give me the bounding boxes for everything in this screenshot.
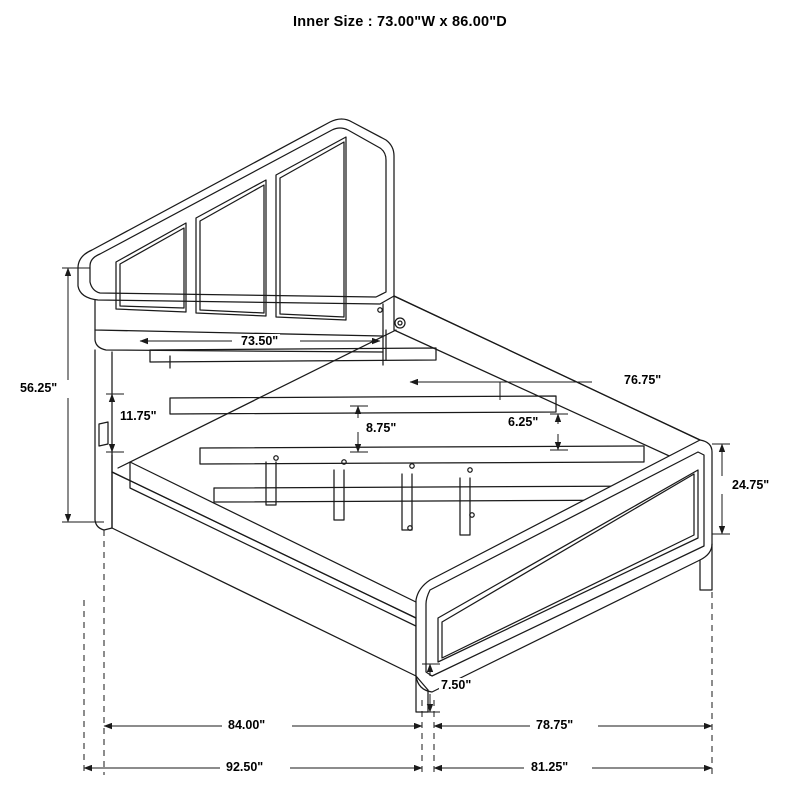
headboard-post-notch bbox=[99, 422, 108, 446]
dim-label-slat-gap: 6.25" bbox=[508, 415, 539, 429]
hardware-bolt-2 bbox=[274, 456, 278, 460]
slat-leg-2 bbox=[334, 470, 344, 520]
dim-label-footboard-height: 24.75" bbox=[732, 478, 770, 492]
hardware-bolt-5 bbox=[468, 468, 472, 472]
left-side-rail bbox=[112, 472, 416, 676]
hardware-bolt-8 bbox=[378, 308, 382, 312]
dim-label-inner-left-span: 84.00" bbox=[228, 718, 266, 732]
page-title: Inner Size : 73.00"W x 86.00"D bbox=[293, 14, 507, 30]
slat-leg-1 bbox=[266, 462, 276, 505]
bed-illustration bbox=[78, 119, 712, 712]
headboard-left-post bbox=[95, 350, 112, 530]
dim-label-outer-left-span: 92.50" bbox=[226, 760, 264, 774]
slat-rail-front bbox=[214, 486, 660, 488]
dim-label-outer-right-span: 81.25" bbox=[531, 760, 569, 774]
dim-label-clearance-height: 7.50" bbox=[441, 678, 472, 692]
dim-label-inner-right-span: 78.75" bbox=[536, 718, 574, 732]
hardware-bolt-4 bbox=[410, 464, 414, 468]
dim-label-overall-height: 56.25" bbox=[20, 381, 58, 395]
headboard-bottom-rail bbox=[95, 300, 383, 336]
dim-label-interior-depth: 76.75" bbox=[624, 373, 662, 387]
support-beam-low bbox=[200, 446, 644, 464]
dim-label-headboard-panel-width: 73.50" bbox=[241, 334, 279, 348]
slat-leg-3 bbox=[402, 474, 412, 530]
dim-label-side-rail-height: 11.75" bbox=[120, 409, 157, 423]
left-rail-top-edge bbox=[112, 472, 416, 618]
hardware-bolt-1 bbox=[395, 318, 405, 328]
hardware-bolt-1-center bbox=[398, 321, 402, 325]
dim-label-slat-height: 8.75" bbox=[366, 421, 397, 435]
support-beam-top bbox=[150, 348, 436, 362]
support-beam-mid bbox=[170, 396, 556, 414]
